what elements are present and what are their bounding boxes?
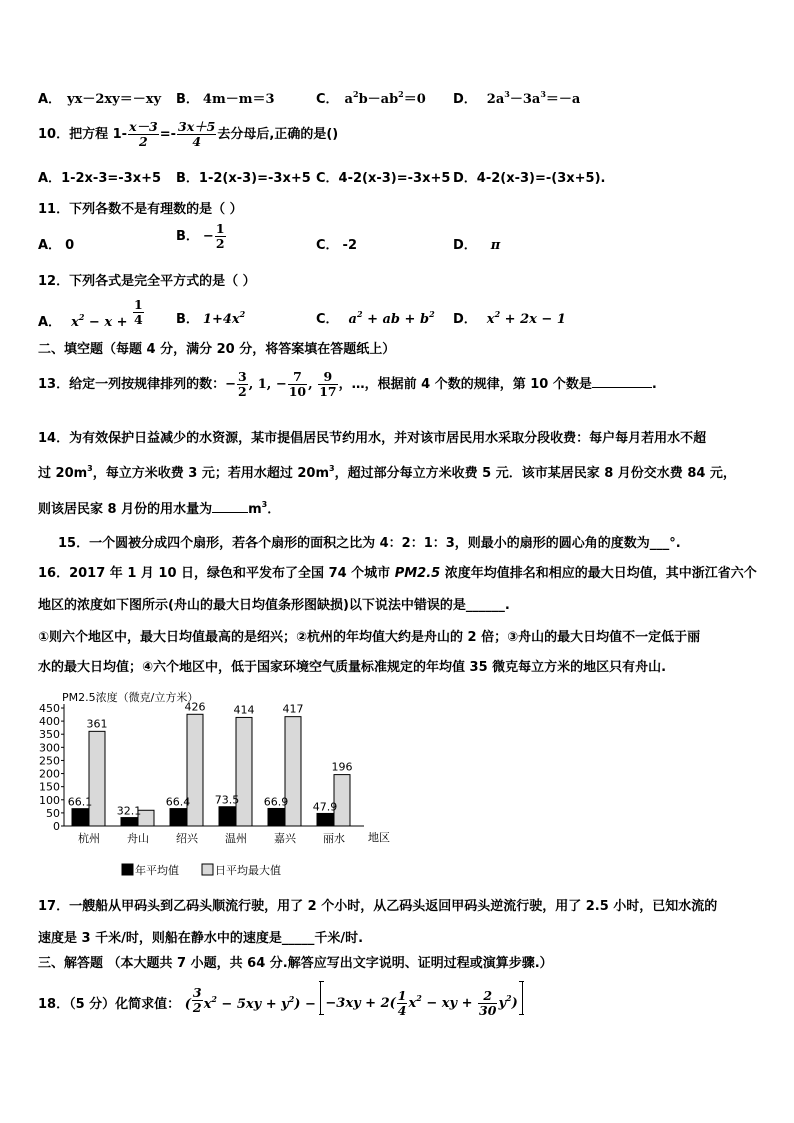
q9-option-a: A． yx－2xy＝－xy — [38, 92, 162, 107]
q12-stem: 12．下列各式是完全平方式的是（ ） — [38, 274, 256, 289]
chart-y-tick-label: 450 — [39, 702, 60, 715]
q11-option-b: B． − $\frac{1}{2}$ — [176, 221, 225, 251]
q10-option-c: C．4-2(x-3)=-3x+5 — [316, 171, 451, 186]
chart-label-annual: 32.1 — [116, 804, 142, 818]
q17-line-2: 速度是 3 千米/时，则船在静水中的速度是_____千米/时. — [38, 931, 364, 946]
chart-y-tick-label: 300 — [39, 741, 60, 755]
q9-option-b: B． 4m－m＝3 — [176, 92, 275, 107]
chart-y-tick-label: 50 — [46, 806, 60, 820]
chart-bar-max — [236, 717, 252, 826]
q10-option-a: A．1-2x-3=-3x+5 — [38, 171, 162, 186]
chart-label-max: 414 — [233, 703, 255, 717]
q12-option-b: B． $1+4x^2$ — [176, 309, 246, 327]
chart-bar-max — [285, 717, 301, 826]
chart-bar-annual — [121, 818, 137, 826]
chart-bar-annual — [317, 813, 333, 826]
q10-option-b: B．1-2(x-3)=-3x+5 — [176, 171, 311, 186]
chart-ylabel: PM2.5浓度（微克/立方米） — [62, 691, 199, 704]
q9-option-c: C． $a^2b-ab^2=0$ — [316, 89, 426, 107]
legend-swatch-annual — [122, 864, 133, 875]
q14-line-3: 则该居民家 8 月份的用水量为 $m^3$． — [38, 500, 281, 517]
chart-y-tick-label: 250 — [39, 754, 60, 768]
chart-xlabel: 地区 — [368, 831, 390, 844]
chart-label-annual: 73.5 — [214, 793, 240, 807]
q12-option-a: A． $x^2 - x$ + $\frac{1}{4}$ — [38, 297, 143, 330]
chart-label-annual: 47.9 — [312, 800, 338, 814]
chart-y-tick-label: 350 — [39, 728, 60, 742]
pm25-bar-chart — [30, 686, 410, 886]
chart-bar-max — [187, 714, 203, 826]
chart-category-label: 舟山 — [127, 832, 149, 845]
legend-swatch-max — [202, 864, 213, 875]
q11-option-d: D． π — [453, 238, 501, 253]
legend-label-annual: 年平均值 — [135, 864, 179, 877]
chart-label-max: 426 — [184, 700, 206, 714]
chart-label-max: 417 — [282, 702, 304, 716]
chart-y-tick-label: 200 — [39, 767, 60, 781]
section-2-heading: 二、填空题（每题 4 分，满分 20 分，将答案填在答题纸上） — [38, 342, 396, 357]
q12-option-d: D． $x^2 + 2x - 1$ — [453, 309, 566, 327]
chart-bar-annual — [72, 809, 88, 826]
q9-option-d: D． $2a^3-3a^3=-a$ — [453, 89, 581, 107]
q11-option-a: A． 0 — [38, 238, 75, 253]
chart-bar-annual — [268, 808, 284, 826]
q16-line-4: 水的最大日均值；④六个地区中，低于国家环境空气质量标准规定的年均值 35 微克每立方米的地区只有舟山. — [38, 660, 667, 675]
chart-label-annual: 66.1 — [67, 795, 93, 809]
legend-label-max: 日平均最大值 — [215, 864, 281, 877]
chart-category-label: 绍兴 — [176, 832, 198, 845]
q16-line-3: ①则六个地区中，最大日均值最高的是绍兴；②杭州的年均值大约是舟山的 2 倍；③舟山的最大日均值不一定低于丽 — [38, 630, 701, 645]
q12-option-c: C． $a^2$ + ab + $b^2$ — [316, 309, 435, 327]
chart-y-tick-label: 0 — [53, 820, 60, 833]
chart-category-label: 丽水 — [323, 832, 345, 845]
q11-option-c: C． -2 — [316, 238, 357, 253]
section-3-heading: 三、解答题 （本大题共 7 小题，共 64 分.解答应写出文字说明、证明过程或演算步骤.） — [38, 956, 553, 971]
chart-label-annual: 66.9 — [263, 795, 289, 809]
chart-bar-annual — [219, 807, 235, 826]
q17-line-1: 17．一艘船从甲码头到乙码头顺流行驶，用了 2 个小时，从乙码头返回甲码头逆流行驶，用了 2.5 小时，已知水流的 — [38, 899, 718, 914]
q10-stem: 10．把方程 1- $\frac{x-3}{2}$ =- $\frac{3x+5}{4}$ 去分母后,正确的是() — [38, 119, 339, 149]
chart-label-max: 361 — [86, 717, 108, 731]
q18-stem: 18．（5 分）化简求值： ( $\frac{3}{2}$ $x^2 - 5xy + y^2$) − −3xy + 2( $\frac{1}{4}$ $x^2$ − xy + $\frac{2}{30}$ $y^2$) — [38, 983, 523, 1023]
q11-stem: 11．下列各数不是有理数的是（ ） — [38, 202, 243, 217]
q16-line-2: 地区的浓度如下图所示(舟山的最大日均值条形图缺损)以下说法中错误的是______. — [38, 598, 510, 613]
q18-bracket: −3xy + 2( $\frac{1}{4}$ $x^2$ − xy + $\frac{2}{30}$ $y^2$) — [320, 981, 522, 1015]
q14-line-1: 14．为有效保护日益减少的水资源，某市提倡居民节约用水，并对该市居民用水采取分段收费：每户每月若用水不超 — [38, 431, 707, 446]
chart-bar-annual — [170, 809, 186, 826]
q10-option-d: D．4-2(x-3)=-(3x+5). — [453, 171, 606, 186]
chart-y-tick-label: 100 — [39, 793, 60, 807]
q15-stem: 15．一个圆被分成四个扇形，若各个扇形的面积之比为 4：2：1：3，则最小的扇形的圆心角的度数为___°. — [58, 536, 681, 551]
chart-category-label: 嘉兴 — [274, 832, 296, 845]
chart-y-tick-label: 150 — [39, 780, 60, 794]
chart-category-label: 杭州 — [78, 832, 100, 845]
q16-line-1: 16．2017 年 1 月 10 日，绿色和平发布了全国 74 个城市 PM2.5 浓度年均值排名和相应的最大日均值，其中浙江省六个 — [38, 566, 757, 581]
chart-label-annual: 66.4 — [165, 795, 191, 809]
chart-label-max: 196 — [331, 760, 353, 774]
q14-line-2: 过 $20m^3$，每立方米收费 3 元；若用水超过 $20m^3$，超过部分每立方米收费 5 元．该市某居民家 8 月份交水费 84 元， — [38, 464, 736, 481]
chart-category-label: 温州 — [225, 832, 247, 845]
chart-bar-max — [89, 731, 105, 826]
chart-y-tick-label: 400 — [39, 715, 60, 729]
q13-stem: 13．给定一列按规律排列的数：− $\frac{3}{2}$ , 1, − $\frac{7}{10}$ , $\frac{9}{17}$ ，…，根据前 4 个数的规律，第 10 个数是 . — [38, 369, 657, 399]
